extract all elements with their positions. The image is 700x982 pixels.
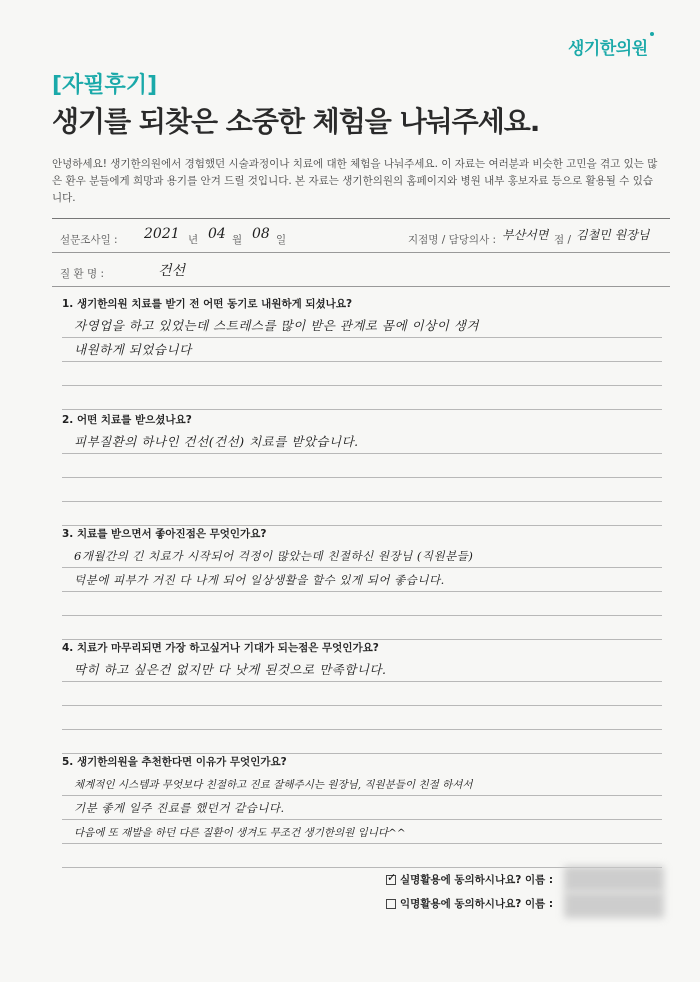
form-tag: [자필후기] (52, 73, 158, 98)
answer-line (62, 362, 662, 386)
survey-info-table (52, 218, 670, 287)
real-name-consent (386, 872, 553, 887)
answer-line (62, 478, 662, 502)
answer-line: 자영업을 하고 있었는데 스트레스를 많이 받은 관계로 몸에 이상이 생겨 (62, 314, 662, 338)
survey-year: 2021 (144, 226, 180, 242)
answer-line (62, 682, 662, 706)
checkmark-icon: ✓ (387, 870, 397, 884)
answer-line: 체계적인 시스템과 무엇보다 친절하고 진료 잘해주시는 원장님, 직원분들이 친절 하셔서 (62, 772, 662, 796)
answer-line: 다음에 또 재발을 하던 다른 질환이 생겨도 무조건 생기한의원 입니다^^ (62, 820, 662, 844)
answer-line (62, 730, 662, 754)
redacted-name (564, 892, 664, 918)
intro-text: 안녕하세요! 생기한의원에서 경험했던 시술과정이나 치료에 대한 체험을 나눠주세요. 이 자료는 여러분과 비슷한 고민을 겪고 있는 많은 환우 분들에게 희망과 용기를 안겨 드릴 것입니다. 본 자료는 생기한의원의 홈페이지와 병원 내부 홍보자료 등으로 활용될 수 있습니다. (52, 158, 658, 204)
anonymous-consent (386, 896, 553, 911)
real-name-consent-label: 실명활용에 동의하시나요? 이름 : (400, 874, 554, 886)
survey-month: 04 (208, 226, 226, 242)
branch-label: 지점명 / 담당의사 : (408, 234, 497, 246)
answer-line: 딱히 하고 싶은건 없지만 다 낫게 된것으로 만족합니다. (62, 658, 662, 682)
survey-day: 08 (252, 226, 270, 242)
answer-line (62, 616, 662, 640)
year-unit: 년 (188, 234, 199, 246)
answer-line: 덕분에 피부가 거진 다 나게 되어 일상생활을 할수 있게 되어 좋습니다. (62, 568, 662, 592)
question-title: 2. 어떤 치료를 받으셨나요? (62, 414, 192, 426)
question-title: 3. 치료를 받으면서 좋아진점은 무엇인가요? (62, 528, 267, 540)
clinic-logo (568, 34, 654, 59)
survey-date-row (52, 219, 670, 253)
answer-line: 기분 좋게 일주 진료를 했던거 같습니다. (62, 796, 662, 820)
question-3 (62, 526, 662, 640)
question-2 (62, 412, 662, 526)
month-unit: 월 (232, 234, 243, 246)
question-title: 4. 치료가 마무리되면 가장 하고싶거나 기대가 되는점은 무엇인가요? (62, 642, 379, 654)
anonymous-checkbox[interactable] (386, 899, 396, 909)
answer-line (62, 592, 662, 616)
answer-line (62, 386, 662, 410)
date-label: 설문조사일 : (60, 234, 118, 246)
anonymous-consent-label: 익명활용에 동의하시나요? 이름 : (400, 898, 554, 910)
disease-row (52, 253, 670, 287)
redacted-name (564, 866, 664, 892)
answer-line (62, 502, 662, 526)
logo-dot (650, 32, 654, 36)
real-name-checkbox[interactable] (386, 870, 397, 885)
question-5 (62, 754, 662, 868)
answer-line (62, 844, 662, 868)
answer-line (62, 706, 662, 730)
question-title: 1. 생기한의원 치료를 받기 전 어떤 동기로 내원하게 되셨나요? (62, 298, 353, 310)
answer-line (62, 454, 662, 478)
answer-line: 내원하게 되었습니다 (62, 338, 662, 362)
question-title: 5. 생기한의원을 추천한다면 이유가 무엇인가요? (62, 756, 287, 768)
question-4 (62, 640, 662, 754)
logo-text: 생기한의원 (568, 39, 648, 59)
branch-name: 부산서면 (502, 228, 549, 242)
disease-label: 질 환 명 : (60, 268, 104, 280)
page-title: 생기를 되찾은 소중한 체험을 나눠주세요. (52, 105, 540, 138)
answer-line: 피부질환의 하나인 건선(건선) 치료를 받았습니다. (62, 430, 662, 454)
branch-unit: 점 / (554, 234, 572, 246)
question-1 (62, 296, 662, 410)
disease-name: 건선 (158, 263, 186, 279)
answer-line: 6개월간의 긴 치료가 시작되어 걱정이 많았는데 친절하신 원장님 (직원분들) (62, 544, 662, 568)
day-unit: 일 (276, 234, 287, 246)
doctor-name: 김철민 원장님 (576, 228, 650, 242)
